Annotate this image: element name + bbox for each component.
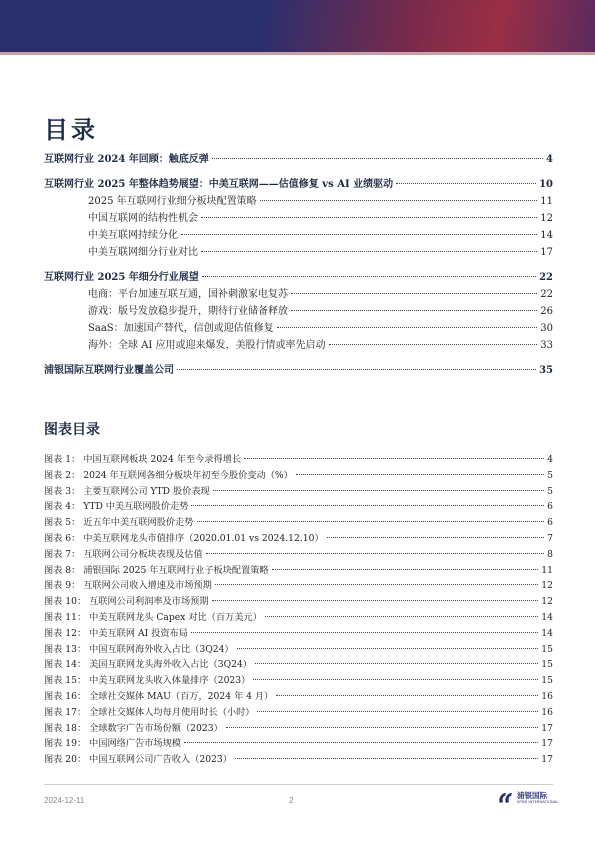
entry-page-number: 16 xyxy=(541,706,553,718)
entry-title: SaaS：加速国产替代，信创或迎估值修复 xyxy=(88,323,274,334)
figure-entry[interactable] xyxy=(44,498,553,514)
toc-section-entry[interactable] xyxy=(44,150,553,167)
entry-page-number: 10 xyxy=(539,179,553,190)
page-number: 2 xyxy=(289,796,294,805)
entry-page-number: 4 xyxy=(547,454,553,465)
entry-title: 图表 9： 互联网公司收入增速及市场预期 xyxy=(44,580,212,592)
dot-leader xyxy=(291,293,537,294)
entry-title: 图表 16： 全球社交媒体 MAU（百万，2024 年 4 月） xyxy=(44,690,274,702)
dot-leader xyxy=(265,616,539,617)
dot-leader xyxy=(277,327,538,328)
figure-entry[interactable] xyxy=(44,720,553,736)
figure-entry[interactable] xyxy=(44,656,553,672)
spdb-logo xyxy=(497,790,557,808)
header-banner xyxy=(0,0,595,52)
entry-page-number: 17 xyxy=(541,738,553,750)
entry-title: 中美互联网细分行业对比 xyxy=(88,247,198,258)
dot-leader xyxy=(329,344,538,345)
entry-title: 图表 2： 2024 年互联网各细分板块年初至今股价变动（%） xyxy=(44,469,293,481)
logo-text-en: SPDB INTERNATIONAL xyxy=(517,800,559,804)
entry-title: 图表 20： 中国互联网公司广告收入（2023） xyxy=(44,754,232,766)
toc-spacer xyxy=(44,167,553,175)
entry-title: 图表 15： 中美互联网龙头收入体量排序（2023） xyxy=(44,675,251,687)
entry-page-number: 15 xyxy=(541,643,553,655)
figure-entry[interactable] xyxy=(44,751,553,767)
entry-page-number: 14 xyxy=(540,230,553,241)
figure-entry[interactable] xyxy=(44,672,553,688)
toc-list xyxy=(44,150,553,378)
entry-title: 互联网行业 2025 年细分行业展望 xyxy=(44,272,199,283)
dot-leader xyxy=(212,600,539,601)
entry-title: 互联网行业 2024 年回顾：触底反弹 xyxy=(44,154,209,165)
dot-leader xyxy=(255,663,538,664)
entry-title: 图表 17： 全球社交媒体人均每月使用时长（小时） xyxy=(44,706,255,718)
toc-spacer xyxy=(44,260,553,268)
spdb-logo-icon xyxy=(497,791,515,805)
entry-page-number: 4 xyxy=(546,154,553,165)
entry-title: 电商：平台加速互联互通，国补刺激家电复苏 xyxy=(88,289,288,300)
figure-entry[interactable] xyxy=(44,577,553,593)
dot-leader xyxy=(184,742,538,743)
entry-title: 图表 14： 美国互联网龙头海外收入占比（3Q24） xyxy=(44,659,252,671)
dot-leader xyxy=(260,200,538,201)
figure-entry[interactable] xyxy=(44,451,553,467)
dot-leader xyxy=(201,217,537,218)
dot-leader xyxy=(272,569,539,570)
entry-title: 图表 10： 互联网公司利润率及市场预期 xyxy=(44,596,209,608)
entry-page-number: 22 xyxy=(540,289,553,300)
entry-title: 图表 5： 近五年中美互联网股价走势 xyxy=(44,517,194,529)
entry-title: 图表 7： 互联网公司分板块表现及估值 xyxy=(44,548,203,560)
entry-page-number: 5 xyxy=(547,469,553,481)
dot-leader xyxy=(226,727,539,728)
toc-subsection-entry[interactable] xyxy=(44,209,553,226)
dot-leader xyxy=(201,251,537,252)
entry-page-number: 11 xyxy=(541,564,553,576)
dot-leader xyxy=(235,758,538,759)
figure-entry[interactable] xyxy=(44,704,553,720)
footer-divider xyxy=(44,784,553,785)
entry-page-number: 12 xyxy=(540,213,553,224)
toc-subsection-entry[interactable] xyxy=(44,226,553,243)
entry-page-number: 14 xyxy=(541,611,553,623)
entry-page-number: 11 xyxy=(540,196,553,207)
entry-page-number: 35 xyxy=(539,365,553,376)
toc-title: 目录 xyxy=(44,115,98,144)
figures-title: 图表目录 xyxy=(44,422,100,438)
entry-page-number: 12 xyxy=(541,580,553,592)
toc-spacer xyxy=(44,353,553,361)
toc-subsection-entry[interactable] xyxy=(44,319,553,336)
entry-page-number: 17 xyxy=(541,754,553,766)
dot-leader xyxy=(181,234,537,235)
toc-subsection-entry[interactable] xyxy=(44,285,553,302)
entry-page-number: 26 xyxy=(540,306,553,317)
dot-leader xyxy=(237,648,539,649)
dot-leader xyxy=(202,276,536,277)
dot-leader xyxy=(291,310,537,311)
toc-subsection-entry[interactable] xyxy=(44,192,553,209)
figure-entry[interactable] xyxy=(44,641,553,657)
entry-title: 图表 12： 中美互联网 AI 投资布局 xyxy=(44,627,188,639)
entry-title: 中美互联网持续分化 xyxy=(88,230,178,241)
entry-page-number: 6 xyxy=(547,501,553,513)
toc-subsection-entry[interactable] xyxy=(44,302,553,319)
figure-entry[interactable] xyxy=(44,593,553,609)
figure-entry[interactable] xyxy=(44,688,553,704)
dot-leader xyxy=(276,695,538,696)
dot-leader xyxy=(191,505,544,506)
dot-leader xyxy=(396,183,536,184)
figure-entry[interactable] xyxy=(44,546,553,562)
entry-title: 图表 4： YTD 中美互联网股价走势 xyxy=(44,501,189,513)
dot-leader xyxy=(215,584,538,585)
entry-page-number: 14 xyxy=(541,627,553,639)
figure-entry[interactable] xyxy=(44,609,553,625)
entry-page-number: 33 xyxy=(540,340,553,351)
figure-entry[interactable] xyxy=(44,483,553,499)
entry-page-number: 17 xyxy=(541,722,553,734)
entry-title: 图表 8： 浦银国际 2025 年互联网行业子板块配置策略 xyxy=(44,564,269,576)
entry-page-number: 30 xyxy=(540,323,553,334)
dot-leader xyxy=(257,711,538,712)
entry-title: 图表 6： 中美互联网龙头市值排序（2020.01.01 vs 2024.12.10） xyxy=(44,532,324,544)
toc-section-entry[interactable] xyxy=(44,361,553,378)
logo-text-cn: 浦银国际 xyxy=(517,791,547,800)
entry-title: 图表 3： 主要互联网公司 YTD 股价表现 xyxy=(44,485,210,497)
entry-title: 海外：全球 AI 应用或迎来爆发，美股行情或率先启动 xyxy=(88,340,326,351)
dot-leader xyxy=(327,537,545,538)
dot-leader xyxy=(177,369,536,370)
figures-list xyxy=(44,451,553,767)
figure-entry[interactable] xyxy=(44,562,553,578)
header-banner-accent xyxy=(265,0,595,52)
figure-entry[interactable] xyxy=(44,467,553,483)
entry-title: 浦银国际互联网行业覆盖公司 xyxy=(44,365,174,376)
entry-title: 中国互联网的结构性机会 xyxy=(88,213,198,224)
toc-subsection-entry[interactable] xyxy=(44,243,553,260)
toc-subsection-entry[interactable] xyxy=(44,336,553,353)
figure-entry[interactable] xyxy=(44,530,553,546)
footer-date: 2024-12-11 xyxy=(44,796,85,805)
entry-page-number: 17 xyxy=(540,247,553,258)
entry-page-number: 5 xyxy=(547,485,553,497)
entry-title: 图表 11： 中美互联网龙头 Capex 对比（百万美元） xyxy=(44,611,262,623)
entry-title: 图表 1： 中国互联网板块 2024 年至今录得增长 xyxy=(44,454,242,465)
dot-leader xyxy=(253,679,538,680)
dot-leader xyxy=(191,632,538,633)
dot-leader xyxy=(206,553,544,554)
entry-page-number: 8 xyxy=(547,548,553,560)
dot-leader xyxy=(212,158,543,159)
entry-title: 图表 13： 中国互联网海外收入占比（3Q24） xyxy=(44,643,234,655)
entry-title: 图表 18： 全球数字广告市场份额（2023） xyxy=(44,722,223,734)
toc-section-entry[interactable] xyxy=(44,175,553,192)
entry-title: 2025 年互联网行业细分板块配置策略 xyxy=(88,196,257,207)
dot-leader xyxy=(213,490,544,491)
entry-page-number: 15 xyxy=(541,659,553,671)
figure-entry[interactable] xyxy=(44,735,553,751)
dot-leader xyxy=(296,474,544,475)
dot-leader xyxy=(197,521,545,522)
entry-page-number: 6 xyxy=(547,517,553,529)
figure-entry[interactable] xyxy=(44,514,553,530)
entry-page-number: 22 xyxy=(539,272,553,283)
entry-page-number: 7 xyxy=(547,532,553,544)
entry-title: 图表 19： 中国网络广告市场规模 xyxy=(44,738,181,750)
figure-entry[interactable] xyxy=(44,625,553,641)
dot-leader xyxy=(244,458,544,459)
header-divider xyxy=(0,52,595,55)
entry-title: 游戏：版号发放稳步提升，期待行业储备释放 xyxy=(88,306,288,317)
entry-page-number: 12 xyxy=(541,596,553,608)
entry-page-number: 16 xyxy=(541,690,553,702)
toc-section-entry[interactable] xyxy=(44,268,553,285)
entry-title: 互联网行业 2025 年整体趋势展望：中美互联网——估值修复 vs AI 业绩驱动 xyxy=(44,179,394,190)
entry-page-number: 15 xyxy=(541,675,553,687)
